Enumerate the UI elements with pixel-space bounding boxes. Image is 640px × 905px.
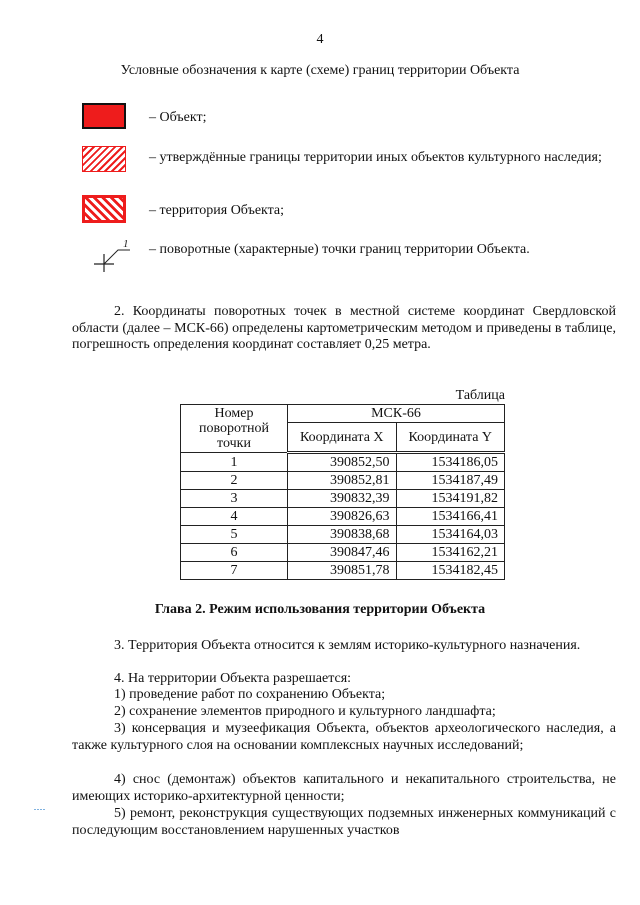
table-row	[181, 562, 505, 580]
cell-y: 1534162,21	[396, 544, 505, 562]
legend-text: – поворотные (характерные) точки границ территории Объекта.	[149, 242, 530, 257]
cell-point: 1	[181, 453, 288, 472]
list-item: 3) консервация и музеефикация Объекта, объектов археологического наследия, а также культурного слоя на основании комплексных научных исследований;	[72, 721, 616, 753]
chapter-title: Глава 2. Режим использования территории Объекта	[154, 602, 486, 617]
cell-point: 2	[181, 472, 288, 490]
cell-y: 1534164,03	[396, 526, 505, 544]
header-x: Координата X	[288, 423, 397, 453]
cell-y: 1534187,49	[396, 472, 505, 490]
table-row	[181, 490, 505, 508]
table-row	[181, 544, 505, 562]
hatched-territory-icon	[82, 195, 126, 223]
cell-y: 1534186,05	[396, 453, 505, 472]
paragraph-2: 2. Координаты поворотных точек в местной системе координат Свердловской области (далее – МСК-66) определены картометрическим методом и приведены в таблице, погрешность определения координат составляет 0,25 метра.	[72, 304, 616, 352]
header-system: МСК-66	[288, 405, 505, 423]
page-number: 4	[316, 32, 324, 47]
table-caption: Таблица	[455, 388, 505, 403]
point-label: 1	[123, 238, 129, 250]
cell-point: 6	[181, 544, 288, 562]
cell-x: 390838,68	[288, 526, 397, 544]
list-item: 2) сохранение элементов природного и культурного ландшафта;	[114, 704, 496, 719]
cell-x: 390832,39	[288, 490, 397, 508]
paragraph-3: 3. Территория Объекта относится к землям историко-культурного назначения.	[114, 638, 581, 653]
scan-mark-icon	[34, 808, 46, 811]
cell-y: 1534182,45	[396, 562, 505, 580]
cell-point: 7	[181, 562, 288, 580]
cell-y: 1534191,82	[396, 490, 505, 508]
cell-point: 3	[181, 490, 288, 508]
table-row	[181, 508, 505, 526]
list-item: 4) снос (демонтаж) объектов капитального и некапитального строительства, не имеющих историко-архитектурной ценности;	[72, 772, 616, 804]
legend-title: Условные обозначения к карте (схеме) границ территории Объекта	[120, 63, 520, 78]
cell-point: 4	[181, 508, 288, 526]
legend-text: – Объект;	[149, 110, 207, 125]
cell-x: 390847,46	[288, 544, 397, 562]
cell-x: 390852,50	[288, 453, 397, 472]
object-fill-icon	[82, 103, 126, 129]
table-row	[181, 472, 505, 490]
coordinates-table	[180, 404, 505, 580]
list-item: 5) ремонт, реконструкция существующих подземных инженерных коммуникаций с последующим восстановлением нарушенных участков	[72, 806, 616, 838]
paragraph-4: 4. На территории Объекта разрешается:	[114, 671, 352, 686]
turning-point-icon	[90, 236, 138, 272]
legend-text: – территория Объекта;	[149, 203, 285, 218]
header-y: Координата Y	[396, 423, 505, 453]
legend-text: – утверждённые границы территории иных объектов культурного наследия;	[149, 150, 602, 165]
cell-x: 390851,78	[288, 562, 397, 580]
hatched-other-boundaries-icon	[82, 146, 126, 172]
table-row	[181, 453, 505, 472]
table-row	[181, 526, 505, 544]
header-point: Номер поворотной точки	[181, 405, 288, 453]
cell-x: 390826,63	[288, 508, 397, 526]
cell-x: 390852,81	[288, 472, 397, 490]
cell-point: 5	[181, 526, 288, 544]
cell-y: 1534166,41	[396, 508, 505, 526]
list-item: 1) проведение работ по сохранению Объекта;	[114, 687, 386, 702]
